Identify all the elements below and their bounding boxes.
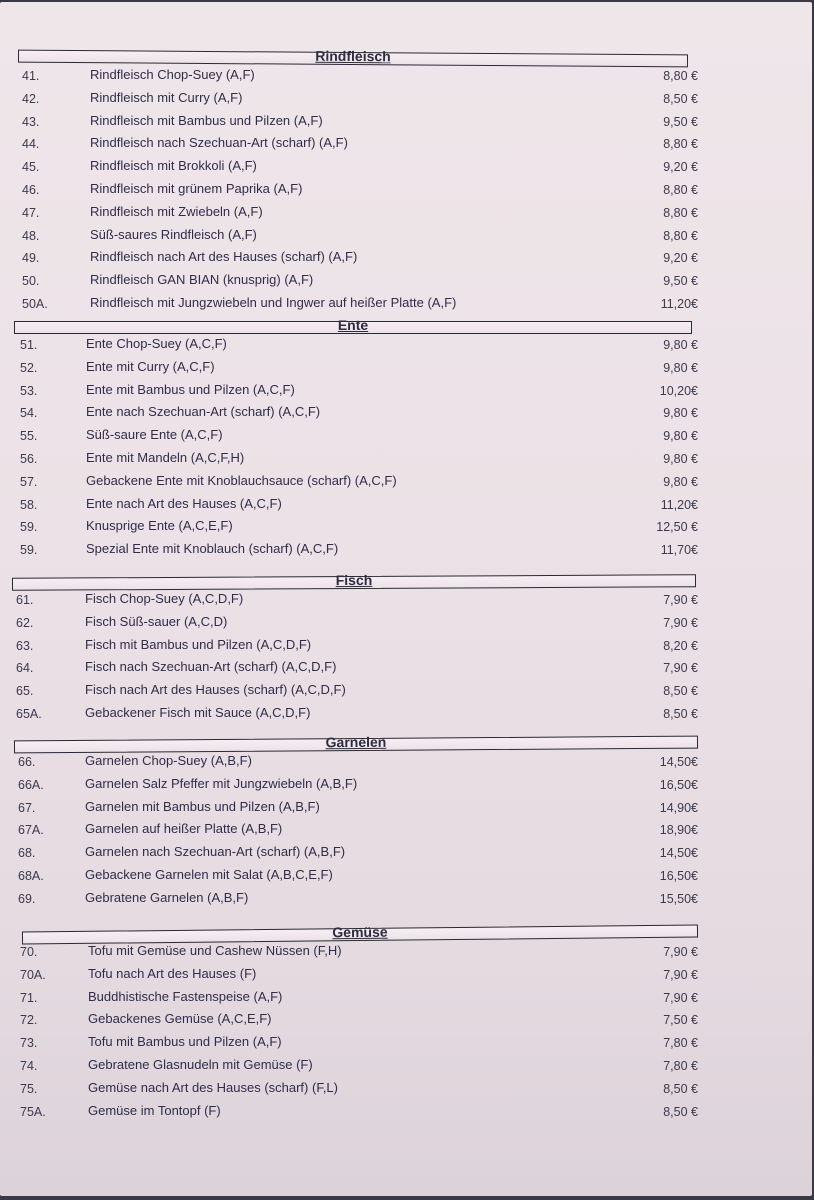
item-price: 8,80 €	[663, 228, 698, 243]
section-rindfleisch	[0, 47, 812, 316]
item-price: 18,90€	[659, 823, 698, 838]
item-price: 8,20 €	[663, 638, 698, 653]
menu-item-row	[0, 425, 812, 448]
item-number: 74.	[20, 1058, 38, 1073]
item-name: Rindfleisch mit Curry (A,F)	[90, 89, 243, 105]
item-name: Gemüse nach Art des Hauses (scharf) (F,L)	[88, 1079, 338, 1095]
menu-item-row	[0, 179, 812, 202]
menu-page	[0, 2, 812, 1196]
item-name: Buddhistische Fastenspeise (A,F)	[88, 988, 283, 1004]
item-name: Rindfleisch nach Szechuan-Art (scharf) (A,F)	[90, 135, 348, 151]
menu-item-row	[0, 88, 812, 111]
item-name: Fisch Süß-sauer (A,C,D)	[85, 613, 228, 629]
item-name: Gebackener Fisch mit Sauce (A,C,D,F)	[85, 704, 311, 720]
item-name: Gebackene Garnelen mit Salat (A,B,C,E,F)	[85, 866, 333, 882]
menu-item-row	[0, 1009, 812, 1032]
item-price: 9,80 €	[663, 474, 698, 489]
item-number: 50.	[22, 274, 40, 289]
dish-list	[0, 65, 812, 316]
item-price: 7,90 €	[663, 593, 698, 607]
item-number: 46.	[22, 182, 40, 197]
menu-item-row	[0, 357, 812, 380]
item-name: Tofu mit Gemüse und Cashew Nüssen (F,H)	[88, 943, 342, 958]
item-price: 7,50 €	[663, 1013, 698, 1028]
menu-item-row	[0, 589, 812, 612]
menu-item-row	[0, 797, 812, 820]
menu-item-row	[0, 819, 812, 842]
item-price: 14,50€	[659, 846, 698, 861]
item-number: 42.	[22, 91, 40, 106]
item-name: Rindfleisch Chop-Suey (A,F)	[90, 67, 255, 82]
item-number: 68A.	[18, 868, 44, 883]
item-price: 14,50€	[659, 755, 698, 769]
dish-list	[0, 334, 812, 562]
menu-item-row	[0, 1055, 812, 1078]
menu-item-row	[0, 1101, 812, 1124]
item-name: Fisch Chop-Suey (A,C,D,F)	[85, 591, 244, 606]
item-number: 49.	[22, 251, 40, 266]
menu-item-row	[0, 293, 812, 316]
item-number: 73.	[20, 1036, 38, 1051]
menu-item-row	[0, 247, 812, 270]
item-number: 67.	[18, 800, 36, 815]
item-price: 8,80 €	[663, 137, 698, 152]
item-name: Knusprige Ente (A,C,E,F)	[86, 518, 233, 534]
item-price: 9,20 €	[663, 251, 698, 266]
item-price: 8,80 €	[663, 69, 698, 83]
menu-item-row	[0, 448, 812, 471]
menu-item-row	[0, 964, 812, 987]
item-price: 8,50 €	[663, 1104, 698, 1119]
menu-item-row	[0, 111, 812, 134]
item-name: Rindfleisch GAN BIAN (knusprig) (A,F)	[90, 272, 314, 288]
menu-item-row	[0, 402, 812, 425]
item-name: Süß-saure Ente (A,C,F)	[86, 427, 223, 443]
item-number: 41.	[22, 69, 40, 83]
item-price: 11,20€	[660, 497, 698, 512]
item-name: Garnelen auf heißer Platte (A,B,F)	[85, 821, 283, 837]
menu-item-row	[0, 680, 812, 703]
item-name: Rindfleisch mit grünem Paprika (A,F)	[90, 180, 303, 196]
item-number: 64.	[16, 661, 34, 676]
menu-item-row	[0, 133, 812, 156]
item-price: 9,80 €	[663, 406, 698, 421]
item-name: Ente mit Mandeln (A,C,F,H)	[86, 449, 245, 465]
item-name: Tofu nach Art des Hauses (F)	[88, 965, 257, 981]
item-name: Süß-saures Rindfleisch (A,F)	[90, 226, 257, 242]
menu-item-row	[0, 888, 812, 911]
item-name: Rindfleisch mit Brokkoli (A,F)	[90, 158, 257, 174]
menu-item-row	[0, 334, 812, 357]
section-gemuese	[0, 923, 812, 1123]
item-name: Gebratene Glasnudeln mit Gemüse (F)	[88, 1056, 313, 1072]
menu-item-row	[0, 612, 812, 635]
section-title: Garnelen	[325, 733, 387, 751]
item-number: 55.	[20, 429, 38, 444]
section-fisch	[0, 571, 812, 726]
item-name: Garnelen Chop-Suey (A,B,F)	[85, 753, 252, 768]
item-price: 9,80 €	[663, 451, 698, 466]
menu-item-row	[0, 703, 812, 726]
menu-item-row	[0, 842, 812, 865]
item-price: 9,50 €	[663, 274, 698, 289]
item-number: 65A.	[16, 706, 42, 721]
item-price: 16,50€	[659, 868, 698, 883]
item-number: 70.	[20, 945, 38, 959]
item-price: 7,80 €	[663, 1036, 698, 1051]
item-price: 9,80 €	[663, 360, 698, 375]
item-price: 9,50 €	[663, 114, 698, 129]
section-title: Rindfleisch	[315, 47, 391, 65]
menu-item-row	[0, 941, 812, 964]
item-number: 67A.	[18, 823, 44, 838]
item-number: 45.	[22, 160, 40, 175]
item-price: 7,80 €	[663, 1058, 698, 1073]
item-number: 63.	[16, 638, 34, 653]
item-number: 70A.	[20, 967, 46, 982]
item-name: Fisch mit Bambus und Pilzen (A,C,D,F)	[85, 636, 312, 652]
item-name: Gemüse im Tontopf (F)	[88, 1102, 221, 1118]
item-price: 8,50 €	[663, 91, 698, 106]
item-number: 59.	[20, 520, 38, 535]
item-name: Garnelen Salz Pfeffer mit Jungzwiebeln (A,B,F)	[85, 775, 358, 791]
item-name: Spezial Ente mit Knoblauch (scharf) (A,C,F)	[86, 541, 339, 557]
item-name: Fisch nach Art des Hauses (scharf) (A,C,D,F)	[85, 682, 346, 698]
menu-item-row	[0, 751, 812, 774]
item-name: Ente mit Bambus und Pilzen (A,C,F)	[86, 381, 295, 397]
item-number: 75A.	[20, 1104, 46, 1119]
section-ente	[0, 317, 812, 562]
menu-item-row	[0, 65, 812, 88]
item-number: 59.	[20, 543, 38, 558]
item-number: 50A.	[22, 296, 48, 311]
menu-item-row	[0, 202, 812, 225]
item-price: 15,50€	[659, 891, 698, 906]
section-garnelen	[0, 733, 812, 911]
menu-item-row	[0, 516, 812, 539]
item-price: 7,90 €	[663, 945, 698, 959]
item-price: 8,50 €	[663, 1081, 698, 1096]
item-price: 11,20€	[660, 296, 698, 311]
item-price: 9,20 €	[663, 160, 698, 175]
item-number: 44.	[22, 137, 40, 152]
menu-item-row	[0, 225, 812, 248]
item-number: 61.	[16, 593, 34, 607]
section-title: Fisch	[335, 571, 373, 589]
section-title: Gemüse	[332, 923, 388, 941]
item-number: 54.	[20, 406, 38, 421]
menu-item-row	[0, 539, 812, 562]
menu-item-row	[0, 635, 812, 658]
item-price: 11,70€	[660, 543, 698, 558]
item-number: 75.	[20, 1081, 38, 1096]
item-price: 16,50€	[659, 777, 698, 792]
item-price: 8,80 €	[663, 182, 698, 197]
item-price: 7,90 €	[663, 967, 698, 982]
item-number: 72.	[20, 1013, 38, 1028]
item-name: Garnelen nach Szechuan-Art (scharf) (A,B,F)	[85, 844, 346, 860]
menu-item-row	[0, 494, 812, 517]
menu-item-row	[0, 987, 812, 1010]
dish-list	[0, 751, 812, 911]
item-price: 9,80 €	[663, 338, 698, 352]
item-price: 8,80 €	[663, 205, 698, 220]
item-number: 52.	[20, 360, 38, 375]
section-header-box	[14, 317, 692, 334]
item-price: 14,90€	[659, 800, 698, 815]
menu-item-row	[0, 774, 812, 797]
item-price: 7,90 €	[663, 615, 698, 630]
item-price: 12,50 €	[656, 520, 698, 535]
item-name: Rindfleisch mit Bambus und Pilzen (A,F)	[90, 112, 323, 128]
item-name: Rindfleisch mit Jungzwiebeln und Ingwer auf heißer Platte (A,F)	[90, 294, 457, 310]
item-number: 65.	[16, 684, 34, 699]
item-number: 62.	[16, 615, 34, 630]
item-name: Gebackenes Gemüse (A,C,E,F)	[88, 1011, 272, 1027]
item-name: Fisch nach Szechuan-Art (scharf) (A,C,D,F)	[85, 659, 337, 675]
item-number: 68.	[18, 846, 36, 861]
item-name: Gebratene Garnelen (A,B,F)	[85, 889, 249, 905]
item-name: Ente Chop-Suey (A,C,F)	[86, 336, 227, 351]
item-number: 71.	[20, 990, 38, 1005]
item-name: Gebackene Ente mit Knoblauchsauce (scharf) (A,C,F)	[86, 472, 397, 488]
item-number: 66A.	[18, 777, 44, 792]
item-number: 66.	[18, 755, 36, 769]
item-number: 69.	[18, 891, 36, 906]
item-number: 57.	[20, 474, 38, 489]
menu-item-row	[0, 156, 812, 179]
item-name: Ente mit Curry (A,C,F)	[86, 358, 215, 374]
menu-item-row	[0, 380, 812, 403]
item-name: Rindfleisch mit Zwiebeln (A,F)	[90, 203, 263, 219]
item-price: 7,90 €	[663, 990, 698, 1005]
item-number: 58.	[20, 497, 38, 512]
menu-item-row	[0, 1032, 812, 1055]
item-name: Tofu mit Bambus und Pilzen (A,F)	[88, 1034, 282, 1050]
dish-list	[0, 941, 812, 1123]
item-name: Ente nach Art des Hauses (A,C,F)	[86, 495, 282, 511]
menu-item-row	[0, 270, 812, 293]
menu-item-row	[0, 1078, 812, 1101]
item-number: 56.	[20, 451, 38, 466]
item-number: 48.	[22, 228, 40, 243]
item-number: 47.	[22, 205, 40, 220]
item-name: Ente nach Szechuan-Art (scharf) (A,C,F)	[86, 404, 321, 420]
menu-item-row	[0, 657, 812, 680]
menu-item-row	[0, 471, 812, 494]
item-price: 8,50 €	[663, 684, 698, 699]
menu-item-row	[0, 865, 812, 888]
item-price: 10,20€	[659, 383, 698, 398]
dish-list	[0, 589, 812, 726]
item-name: Garnelen mit Bambus und Pilzen (A,B,F)	[85, 798, 320, 814]
item-price: 9,80 €	[663, 429, 698, 444]
item-number: 53.	[20, 383, 38, 398]
item-price: 7,90 €	[663, 661, 698, 676]
item-number: 43.	[22, 114, 40, 129]
item-name: Rindfleisch nach Art des Hauses (scharf) (A,F)	[90, 249, 358, 265]
item-number: 51.	[20, 338, 38, 352]
section-title: Ente	[337, 317, 369, 333]
item-price: 8,50 €	[663, 706, 698, 721]
